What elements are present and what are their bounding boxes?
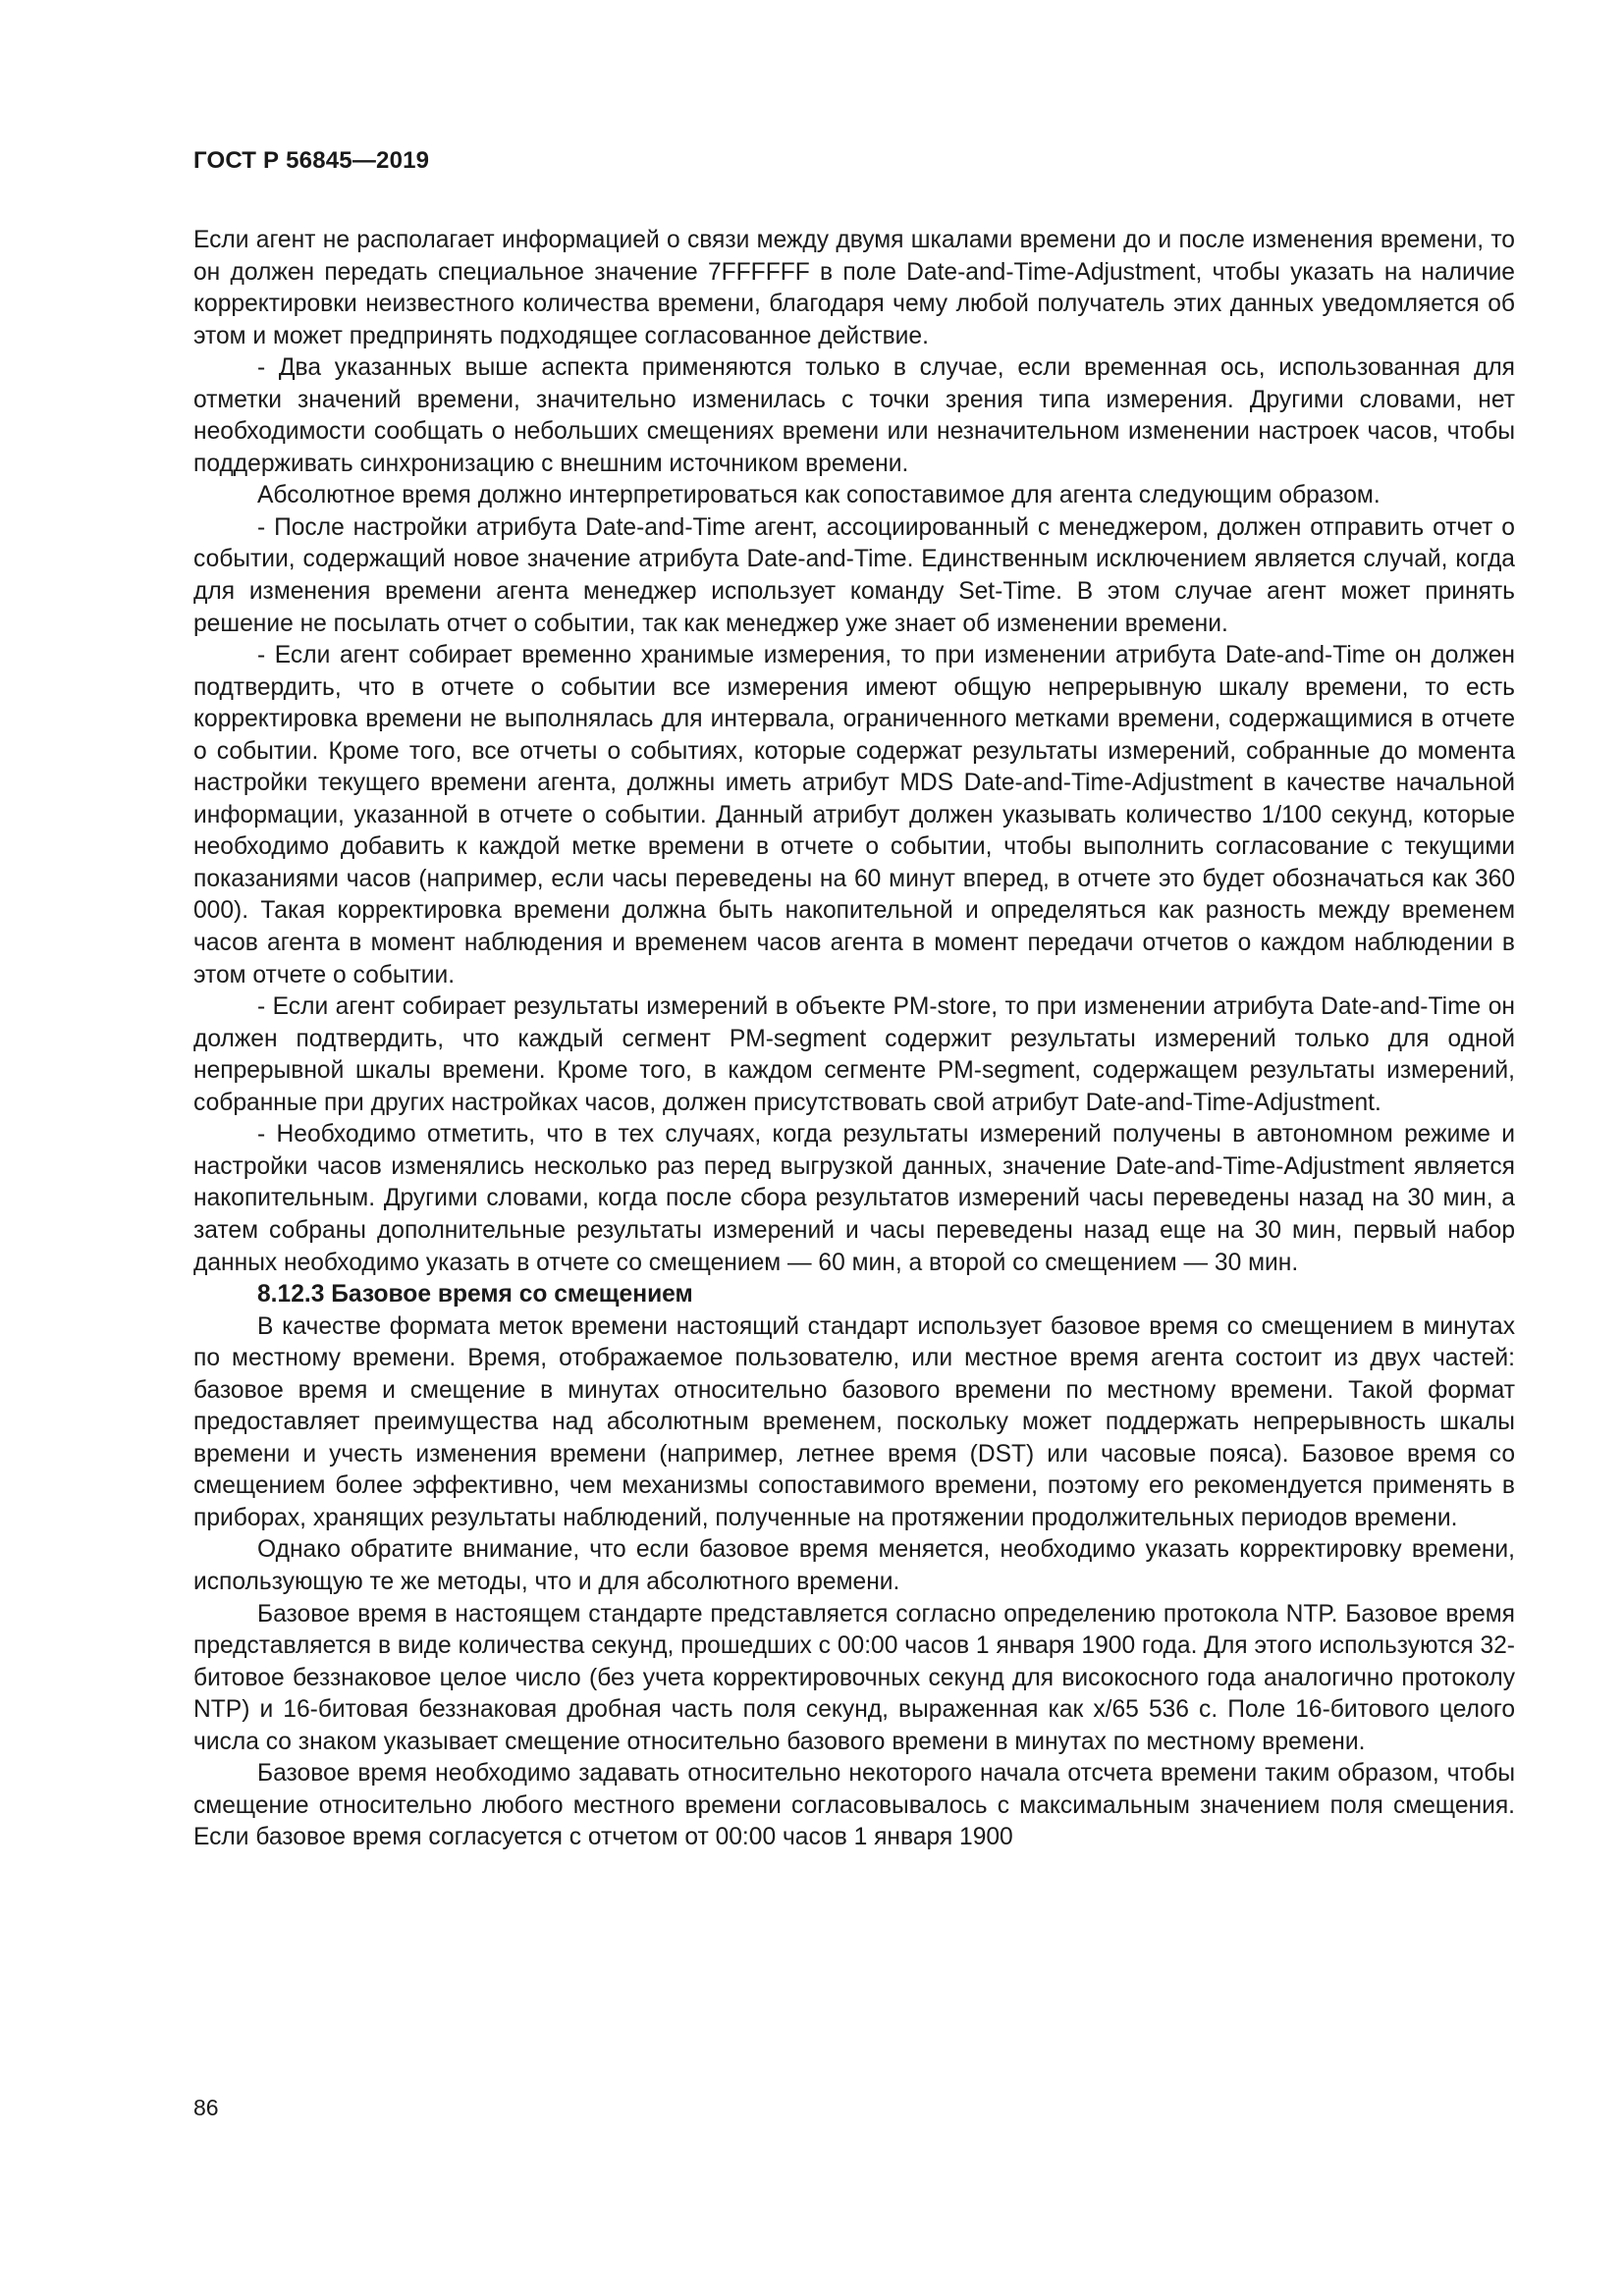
- document-body: [193, 225, 1515, 1854]
- paragraph: - Если агент собирает временно хранимые измерения, то при изменении атрибута Date-and-Time он должен подтвердить, что в отчете о событии все измерения имеют общую непрерывную шкалу времени, то есть корректировка времени не выполнялась для интервала, ограниченного метками времени, содержащимися в отчете о событии. Кроме того, все отчеты о событиях, которые содержат результаты измерений, собранные до момента настройки текущего времени агента, должны иметь атрибут MDS Date-and-Time-Adjustment в качестве начальной информации, указанной в отчете о событии. Данный атрибут должен указывать количество 1/100 секунд, которые необходимо добавить к каждой метке времени в отчете о событии, чтобы выполнить согласование с текущими показаниями часов (например, если часы переведены на 60 минут вперед, в отчете это будет обозначаться как 360 000). Такая корректировка времени должна быть накопительной и определяться как разность между временем часов агента в момент наблюдения и временем часов агента в момент передачи отчетов о каждом наблюдении в этом отчете о событии.: [193, 642, 1515, 988]
- paragraph: В качестве формата меток времени настоящий стандарт использует базовое время со смещением в минутах по местному времени. Время, отображаемое пользователю, или местное время агента состоит из двух частей: базовое время и смещение в минутах относительно базового времени по местному времени. Такой формат предоставляет преимущества над абсолютным временем, поскольку может поддержать непрерывность шкалы времени и учесть изменения времени (например, летнее время (DST) или часовые пояса). Базовое время со смещением более эффективно, чем механизмы сопоставимого времени, поэтому его рекомендуется применять в приборах, хранящих результаты наблюдений, полученные на протяжении продолжительных периодов времени.: [193, 1312, 1515, 1531]
- paragraph: Базовое время необходимо задавать относительно некоторого начала отсчета времени таким образом, чтобы смещение относительно любого местного времени согласовывалось с максимальным значением поля смещения. Если базовое время согласуется с отчетом от 00:00 часов 1 января 1900: [193, 1760, 1515, 1851]
- paragraph: - После настройки атрибута Date-and-Time агент, ассоциированный с менеджером, должен отправить отчет о событии, содержащий новое значение атрибута Date-and-Time. Единственным исключением является случай, когда для изменения времени агента менеджер использует команду Set-Time. В этом случае агент может принять решение не посылать отчет о событии, так как менеджер уже знает об изменении времени.: [193, 513, 1515, 637]
- paragraph: Если агент не располагает информацией о связи между двумя шкалами времени до и после изменения времени, то он должен передать специальное значение 7FFFFFF в поле Date-and-Time-Adjustment, чтобы указать на наличие корректировки неизвестного количества времени, благодаря чему любой получатель этих данных уведомляется об этом и может предпринять подходящее согласованное действие.: [193, 227, 1515, 349]
- paragraph: Однако обратите внимание, что если базовое время меняется, необходимо указать корректировку времени, использующую те же методы, что и для абсолютного времени.: [193, 1536, 1515, 1595]
- page-number: 86: [193, 2095, 219, 2120]
- paragraph: - Если агент собирает результаты измерений в объекте PM-store, то при изменении атрибута Date-and-Time он должен подтвердить, что каждый сегмент PM-segment содержит результаты измерений только для одной непрерывной шкалы времени. Кроме того, в каждом сегменте PM-segment, содержащем результаты измерений, собранные при других настройках часов, должен присутствовать свой атрибут Date-and-Time-Adjustment.: [193, 993, 1515, 1116]
- paragraph: Базовое время в настоящем стандарте представляется согласно определению протокола NTP. Базовое время представляется в виде количества секунд, прошедших с 00:00 часов 1 января 1900 года. Для этого используются 32-битовое беззнаковое целое число (без учета корректировочных секунд для високосного года аналогично протоколу NTP) и 16-битовая беззнаковая дробная часть поля секунд, выраженная как x/65 536 с. Поле 16-битового целого числа со знаком указывает смещение относительно базового времени в минутах по местному времени.: [193, 1600, 1515, 1755]
- paragraph: - Два указанных выше аспекта применяются только в случае, если временная ось, использованная для отметки значений времени, значительно изменилась с точки зрения типа измерения. Другими словами, нет необходимости сообщать о небольших смещениях времени или незначительном изменении настроек часов, чтобы поддерживать синхронизацию с внешним источником времени.: [193, 354, 1515, 477]
- paragraph: Абсолютное время должно интерпретироваться как сопоставимое для агента следующим образом.: [257, 482, 1380, 509]
- page-header-title: ГОСТ Р 56845—2019: [193, 147, 430, 174]
- section-heading: 8.12.3 Базовое время со смещением: [257, 1281, 693, 1308]
- paragraph: - Необходимо отметить, что в тех случаях, когда результаты измерений получены в автономном режиме и настройки часов изменялись несколько раз перед выгрузкой данных, значение Date-and-Time-Adjustment является накопительным. Другими словами, когда после сбора результатов измерений часы переведены назад на 30 мин, а затем собраны дополнительные результаты измерений и часы переведены назад еще на 30 мин, первый набор данных необходимо указать в отчете со смещением — 60 мин, а второй со смещением — 30 мин.: [193, 1121, 1515, 1276]
